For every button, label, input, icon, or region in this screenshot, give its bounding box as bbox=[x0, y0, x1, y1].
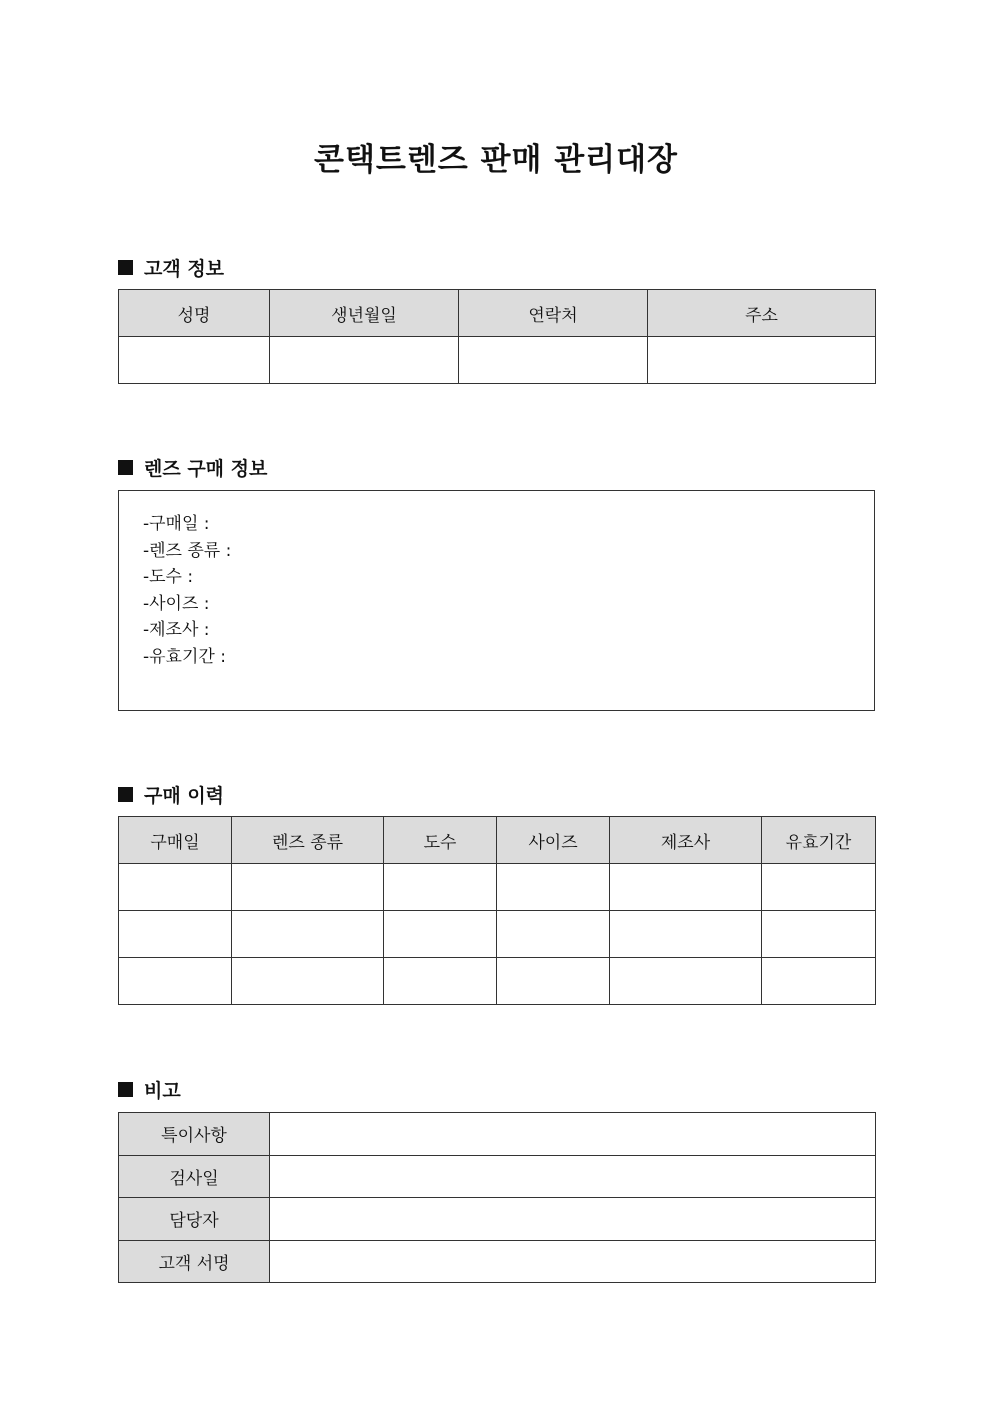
row-header-remarks: 특이사항 bbox=[119, 1113, 270, 1156]
manufacturer-line: -제조사 : bbox=[143, 620, 210, 641]
column-header-birthdate: 생년월일 bbox=[270, 290, 459, 337]
table-cell[interactable] bbox=[762, 958, 876, 1005]
customer-section-heading bbox=[118, 254, 224, 281]
history-section-heading bbox=[118, 781, 224, 808]
notes-heading-label: 비고 bbox=[144, 1080, 181, 1102]
table-row bbox=[119, 1198, 876, 1241]
table-row bbox=[119, 864, 876, 911]
column-header-contact: 연락처 bbox=[459, 290, 648, 337]
table-cell[interactable] bbox=[497, 958, 610, 1005]
table-cell[interactable] bbox=[232, 958, 384, 1005]
birthdate-cell[interactable] bbox=[270, 337, 459, 384]
purchase-date-line: -구매일 : bbox=[143, 514, 210, 534]
power-line: -도수 : bbox=[143, 567, 194, 588]
customer-info-table bbox=[118, 289, 876, 384]
column-header-lens-type: 렌즈 종류 bbox=[232, 817, 384, 864]
table-cell[interactable] bbox=[610, 958, 762, 1005]
table-cell[interactable] bbox=[232, 864, 384, 911]
name-cell[interactable] bbox=[119, 337, 270, 384]
table-cell[interactable] bbox=[119, 911, 232, 958]
table-row bbox=[119, 1113, 876, 1156]
expiry-line: -유효기간 : bbox=[143, 646, 226, 667]
table-cell[interactable] bbox=[610, 864, 762, 911]
column-header-name: 성명 bbox=[119, 290, 270, 337]
table-cell[interactable] bbox=[762, 911, 876, 958]
table-row bbox=[119, 1155, 876, 1198]
size-line: -사이즈 : bbox=[143, 593, 210, 614]
table-cell[interactable] bbox=[119, 864, 232, 911]
table-cell[interactable] bbox=[119, 958, 232, 1005]
table-cell[interactable] bbox=[232, 911, 384, 958]
history-heading-label: 구매 이력 bbox=[144, 785, 225, 807]
square-bullet-icon bbox=[118, 260, 133, 275]
customer-heading-label: 고객 정보 bbox=[144, 258, 225, 280]
customer-signature-cell[interactable] bbox=[270, 1240, 876, 1283]
notes-section-heading bbox=[118, 1076, 181, 1103]
lens-type-line: -렌즈 종류 : bbox=[143, 540, 232, 561]
column-header-purchase-date: 구매일 bbox=[119, 817, 232, 864]
purchase-info-box[interactable] bbox=[118, 490, 875, 711]
table-header-row bbox=[119, 817, 876, 864]
exam-date-cell[interactable] bbox=[270, 1155, 876, 1198]
table-row bbox=[119, 337, 876, 384]
square-bullet-icon bbox=[118, 787, 133, 802]
table-header-row bbox=[119, 290, 876, 337]
document-title: 콘택트렌즈 판매 관리대장 bbox=[314, 142, 678, 178]
purchase-section-heading bbox=[118, 454, 267, 481]
row-header-customer-signature: 고객 서명 bbox=[119, 1240, 270, 1283]
row-header-staff: 담당자 bbox=[119, 1198, 270, 1241]
column-header-manufacturer: 제조사 bbox=[610, 817, 762, 864]
table-cell[interactable] bbox=[384, 911, 497, 958]
table-cell[interactable] bbox=[762, 864, 876, 911]
column-header-expiry: 유효기간 bbox=[762, 817, 876, 864]
remarks-cell[interactable] bbox=[270, 1113, 876, 1156]
table-row bbox=[119, 1240, 876, 1283]
table-cell[interactable] bbox=[610, 911, 762, 958]
table-cell[interactable] bbox=[384, 864, 497, 911]
table-cell[interactable] bbox=[497, 864, 610, 911]
purchase-history-table bbox=[118, 816, 876, 1005]
column-header-power: 도수 bbox=[384, 817, 497, 864]
square-bullet-icon bbox=[118, 460, 133, 475]
table-row bbox=[119, 958, 876, 1005]
staff-cell[interactable] bbox=[270, 1198, 876, 1241]
column-header-size: 사이즈 bbox=[497, 817, 610, 864]
table-row bbox=[119, 911, 876, 958]
notes-table bbox=[118, 1112, 876, 1283]
table-cell[interactable] bbox=[384, 958, 497, 1005]
address-cell[interactable] bbox=[648, 337, 876, 384]
column-header-address: 주소 bbox=[648, 290, 876, 337]
contact-cell[interactable] bbox=[459, 337, 648, 384]
row-header-exam-date: 검사일 bbox=[119, 1155, 270, 1198]
square-bullet-icon bbox=[118, 1082, 133, 1097]
purchase-heading-label: 렌즈 구매 정보 bbox=[144, 458, 268, 480]
table-cell[interactable] bbox=[497, 911, 610, 958]
